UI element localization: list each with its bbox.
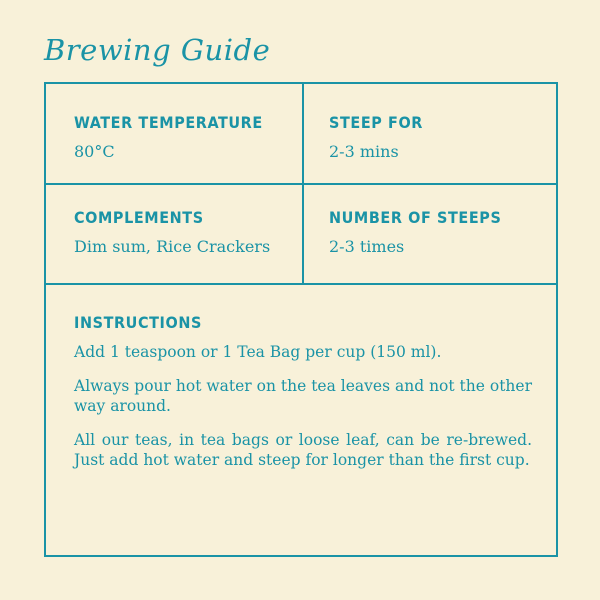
brewing-guide-table [44, 82, 558, 557]
number-of-steeps-label: NUMBER OF STEEPS [329, 208, 502, 227]
number-of-steeps-cell [329, 208, 501, 257]
steep-for-label: STEEP FOR [329, 113, 423, 132]
number-of-steeps-value: 2-3 times [329, 237, 405, 256]
page-title: Brewing Guide [44, 33, 271, 67]
instruction-paragraph: Always pour hot water on the tea leaves and not the other way around. [74, 377, 532, 415]
instructions-cell [74, 313, 532, 484]
instructions-body [74, 342, 532, 470]
instruction-paragraph: All our teas, in tea bags or loose leaf, can be re-brewed. Just add hot water and steep for longer than the first cup. [74, 431, 532, 469]
instructions-label: INSTRUCTIONS [74, 313, 202, 332]
complements-label: COMPLEMENTS [74, 208, 204, 227]
steep-for-cell [329, 113, 423, 162]
complements-cell [74, 208, 270, 257]
steep-for-value: 2-3 mins [329, 142, 399, 161]
row-divider [46, 183, 556, 185]
row-divider [46, 283, 556, 285]
water-temperature-label: WATER TEMPERATURE [74, 113, 263, 132]
water-temperature-value: 80°C [74, 142, 115, 161]
instruction-paragraph: Add 1 teaspoon or 1 Tea Bag per cup (150 ml). [74, 343, 442, 361]
complements-value: Dim sum, Rice Crackers [74, 237, 271, 256]
water-temperature-cell [74, 113, 263, 162]
